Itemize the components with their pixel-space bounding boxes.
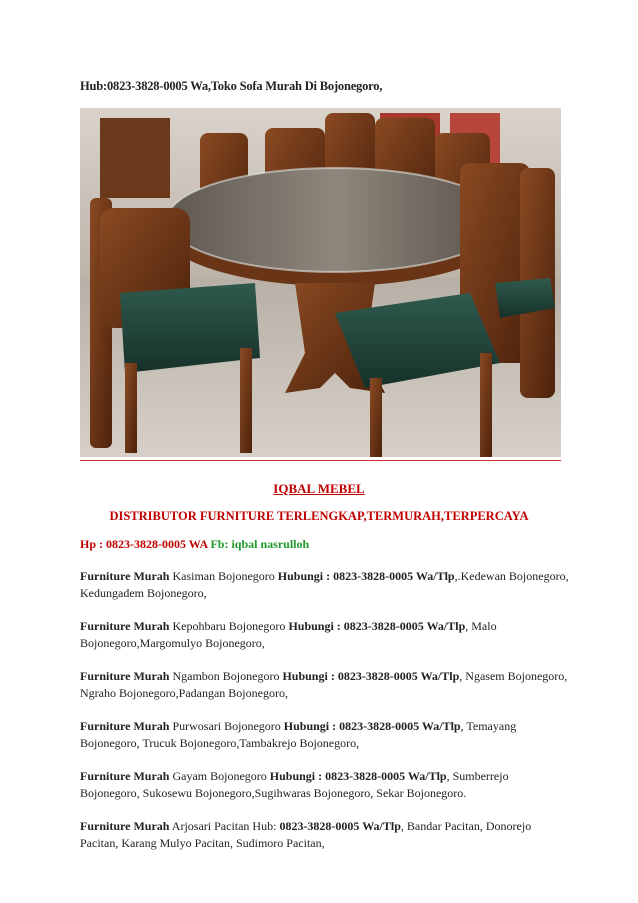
list-item — [80, 768, 570, 802]
entry-list — [80, 568, 570, 868]
header-line: Hub:0823-3828-0005 Wa,Toko Sofa Murah Di Bojonegoro, — [80, 79, 383, 93]
entry-place: Gayam Bojonegoro — [169, 769, 270, 783]
entry-lead: Furniture Murah — [80, 719, 170, 733]
entry-hub: 0823-3828-0005 Wa/Tlp — [279, 819, 401, 833]
brand-name: IQBAL MEBEL — [273, 481, 365, 496]
facebook-contact: Fb: iqbal nasrulloh — [210, 537, 310, 551]
entry-lead: Furniture Murah — [80, 669, 170, 683]
entry-rest: , Temayang Bojonegoro, Trucuk Bojonegoro,Tambakrejo Bojonegoro, — [80, 719, 517, 750]
contact-line — [80, 537, 309, 552]
entry-rest: , Ngasem Bojonegoro, Ngraho Bojonegoro,Padangan Bojonegoro, — [80, 669, 568, 700]
list-item — [80, 568, 570, 602]
entry-place: Ngambon Bojonegoro — [169, 669, 283, 683]
product-photo — [80, 108, 561, 457]
entry-hub: Hubungi : 0823-3828-0005 Wa/Tlp — [283, 719, 461, 733]
entry-rest: , Bandar Pacitan, Donorejo Pacitan, Karang Mulyo Pacitan, Sudimoro Pacitan, — [80, 819, 532, 850]
brand-tagline: DISTRIBUTOR FURNITURE TERLENGKAP,TERMURAH,TERPERCAYA — [109, 509, 529, 523]
entry-rest: , Malo Bojonegoro,Margomulyo Bojonegoro, — [80, 619, 497, 650]
entry-place: Purwosari Bojonegoro — [169, 719, 284, 733]
entry-place: Arjosari Pacitan Hub: — [169, 819, 280, 833]
list-item — [80, 668, 570, 702]
entry-rest: , Sumberrejo Bojonegoro, Sukosewu Bojonegoro,Sugihwaras Bojonegoro, Sekar Bojonegoro. — [80, 769, 509, 800]
entry-lead: Furniture Murah — [80, 569, 170, 583]
entry-lead: Furniture Murah — [80, 819, 170, 833]
entry-place: Kasiman Bojonegoro — [169, 569, 278, 583]
dining-set-image — [80, 108, 561, 457]
entry-rest: ,.Kedewan Bojonegoro, Kedungadem Bojonegoro, — [80, 569, 569, 600]
entry-hub: Hubungi : 0823-3828-0005 Wa/Tlp — [288, 619, 466, 633]
entry-hub: Hubungi : 0823-3828-0005 Wa/Tlp — [277, 569, 455, 583]
list-item — [80, 718, 570, 752]
entry-hub: Hubungi : 0823-3828-0005 Wa/Tlp — [269, 769, 447, 783]
list-item — [80, 818, 570, 852]
entry-hub: Hubungi : 0823-3828-0005 Wa/Tlp — [282, 669, 460, 683]
divider-line — [80, 460, 561, 461]
phone-contact: Hp : 0823-3828-0005 WA — [80, 537, 208, 551]
entry-lead: Furniture Murah — [80, 619, 170, 633]
entry-place: Kepohbaru Bojonegoro — [169, 619, 289, 633]
list-item — [80, 618, 570, 652]
entry-lead: Furniture Murah — [80, 769, 170, 783]
